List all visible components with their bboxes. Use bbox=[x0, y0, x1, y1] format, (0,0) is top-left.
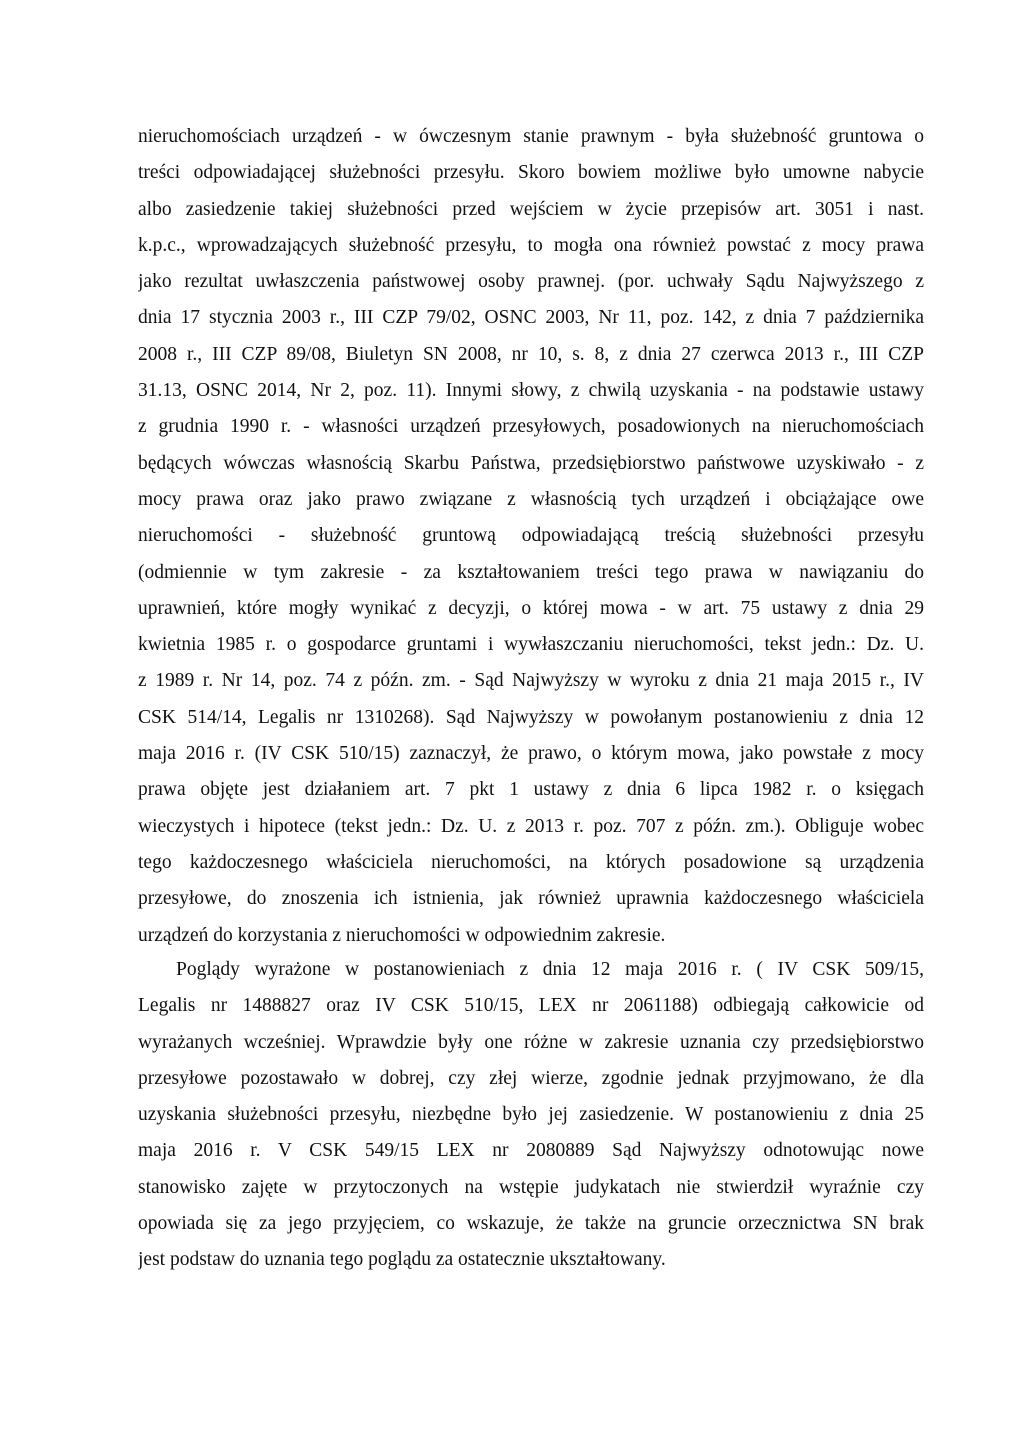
text-line: nieruchomościach urządzeń - w ówczesnym stanie prawnym - była służebność gruntowa o bbox=[138, 126, 924, 147]
text-line: prawa objęte jest działaniem art. 7 pkt 1 ustawy z dnia 6 lipca 1982 r. o księgach bbox=[138, 779, 924, 801]
text-line: przesyłowe pozostawało w dobrej, czy złej wierze, zgodnie jednak przyjmowano, że dla bbox=[138, 1067, 924, 1089]
text-line: albo zasiedzenie takiej służebności przed wejściem w życie przepisów art. 3051 i nast. bbox=[138, 198, 924, 220]
text-line: wyrażanych wcześniej. Wprawdzie były one różne w zakresie uznania czy przedsiębiorstwo bbox=[138, 1031, 924, 1053]
text-line: przesyłowe, do znoszenia ich istnienia, jak również uprawnia każdoczesnego właściciela bbox=[138, 888, 924, 910]
text-line: opowiada się za jego przyjęciem, co wskazuje, że także na gruncie orzecznictwa SN brak bbox=[138, 1213, 924, 1235]
text-line: (odmiennie w tym zakresie - za kształtowaniem treści tego prawa w nawiązaniu do bbox=[138, 561, 924, 583]
text-line: maja 2016 r. (IV CSK 510/15) zaznaczył, że prawo, o którym mowa, jako powstałe z mocy bbox=[138, 743, 924, 765]
text-line: 31.13, OSNC 2014, Nr 2, poz. 11). Innymi słowy, z chwilą uzyskania - na podstawie ustawy bbox=[138, 380, 924, 402]
text-line: stanowisko zajęte w przytoczonych na wstępie judykatach nie stwierdził wyraźnie czy bbox=[138, 1176, 924, 1198]
text-line: mocy prawa oraz jako prawo związane z własnością tych urządzeń i obciążające owe bbox=[138, 488, 924, 510]
paragraph-2 bbox=[138, 952, 924, 1279]
text-line: jest podstaw do uznania tego poglądu za ostatecznie ukształtowany. bbox=[138, 1249, 666, 1271]
text-line: treści odpowiadającej służebności przesyłu. Skoro bowiem możliwe było umowne nabycie bbox=[138, 162, 924, 184]
text-line: wieczystych i hipotece (tekst jedn.: Dz. U. z 2013 r. poz. 707 z późn. zm.). Obliguje wobec bbox=[138, 815, 924, 837]
text-line: urządzeń do korzystania z nieruchomości w odpowiednim zakresie. bbox=[138, 924, 666, 946]
text-line: nieruchomości - służebność gruntową odpowiadającą treścią służebności przesyłu bbox=[138, 525, 924, 547]
text-line: uzyskania służebności przesyłu, niezbędne było jej zasiedzenie. W postanowieniu z dnia 25 bbox=[138, 1104, 924, 1126]
text-line: Poglądy wyrażone w postanowieniach z dnia 12 maja 2016 r. ( IV CSK 509/15, bbox=[176, 959, 924, 980]
text-line: uprawnień, które mogły wynikać z decyzji, o której mowa - w art. 75 ustawy z dnia 29 bbox=[138, 597, 924, 619]
text-line: tego każdoczesnego właściciela nieruchomości, na których posadowione są urządzenia bbox=[138, 851, 924, 873]
text-line: dnia 17 stycznia 2003 r., III CZP 79/02, OSNC 2003, Nr 11, poz. 142, z dnia 7 października bbox=[138, 307, 924, 329]
text-line: kwietnia 1985 r. o gospodarce gruntami i wywłaszczaniu nieruchomości, tekst jedn.: Dz. U. bbox=[138, 634, 924, 656]
text-line: z 1989 r. Nr 14, poz. 74 z późn. zm. - Sąd Najwyższy w wyroku z dnia 21 maja 2015 r., IV bbox=[138, 670, 924, 692]
text-line: CSK 514/14, Legalis nr 1310268). Sąd Najwyższy w powołanym postanowieniu z dnia 12 bbox=[138, 706, 924, 728]
text-line: k.p.c., wprowadzających służebność przesyłu, to mogła ona również powstać z mocy prawa bbox=[138, 234, 924, 256]
text-line: będących wówczas własnością Skarbu Państwa, przedsiębiorstwo państwowe uzyskiwało - z bbox=[138, 452, 924, 474]
text-line: z grudnia 1990 r. - własności urządzeń przesyłowych, posadowionych na nieruchomościach bbox=[138, 416, 924, 438]
paragraph-1 bbox=[138, 119, 924, 954]
text-line: maja 2016 r. V CSK 549/15 LEX nr 2080889 Sąd Najwyższy odnotowując nowe bbox=[138, 1140, 924, 1162]
text-line: Legalis nr 1488827 oraz IV CSK 510/15, LEX nr 2061188) odbiegają całkowicie od bbox=[138, 995, 924, 1017]
text-line: jako rezultat uwłaszczenia państwowej osoby prawnej. (por. uchwały Sądu Najwyższego z bbox=[138, 271, 924, 293]
text-line: 2008 r., III CZP 89/08, Biuletyn SN 2008, nr 10, s. 8, z dnia 27 czerwca 2013 r., III CZP bbox=[138, 343, 924, 365]
